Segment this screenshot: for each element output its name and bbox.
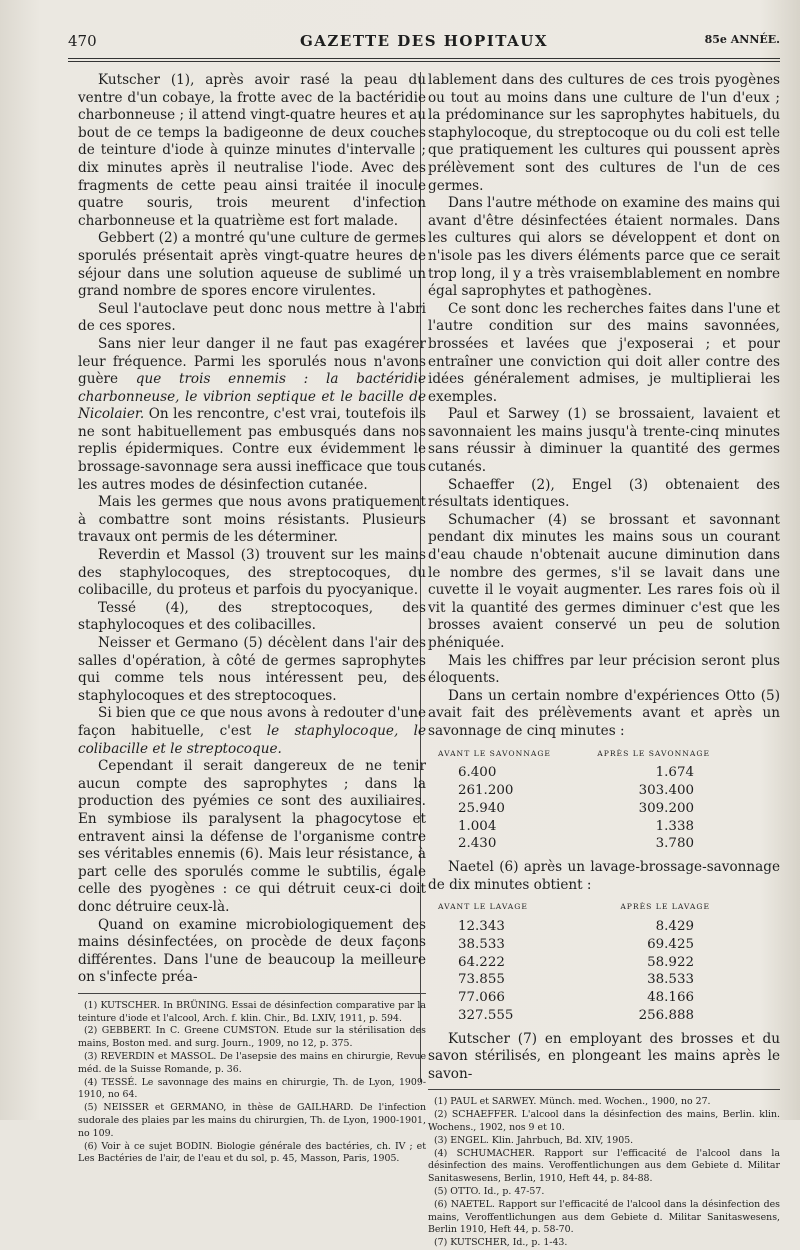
- table-cell-after: 38.533: [647, 972, 694, 988]
- table-header: AVANT LE LAVAGE: [438, 902, 528, 912]
- table-row: [438, 1007, 738, 1025]
- footnote-rule: [78, 993, 426, 994]
- footnote: (6) NAETEL. Rapport sur l'efficacité de l'alcool dans la désinfection des mains, Veroffentlichungen aus dem Gebiete d. Militar Sanitaswesens, Berlin 1910, Heft 44, p. 58-70.: [428, 1198, 780, 1236]
- left-column: [78, 72, 426, 1166]
- paragraph: Naetel (6) après un lavage-brossage-savonnage de dix minutes obtient :: [428, 859, 780, 893]
- table-header: AVANT LE SAVONNAGE: [438, 748, 551, 758]
- paragraph: Mais les chiffres par leur précision seront plus éloquents.: [428, 652, 780, 687]
- table-row: [438, 800, 738, 818]
- table-cell-after: 3.780: [655, 836, 694, 852]
- footnote: (6) Voir à ce sujet BODIN. Biologie générale des bactéries, ch. IV ; et Les Bactéries de l'air, de l'eau et du sol, p. 45, Masson, Paris, 1905.: [78, 1140, 426, 1165]
- table-header: APRÈS LE LAVAGE: [620, 902, 710, 912]
- paragraph: Neisser et Germano (5) décèlent dans l'air des salles d'opération, à côté de germes saprophytes qui comme tels nous intéressent peu, des staphylocoques et des streptocoques.: [78, 635, 426, 704]
- footnote: (2) GEBBERT. In C. Greene CUMSTON. Etude sur la stérilisation des mains, Boston med. and surg. Journ., 1909, no 12, p. 375.: [78, 1025, 426, 1050]
- paragraph: Quand on examine microbiologiquement des mains désinfectées, on procède de deux façons différentes. Dans l'une de beaucoup la meilleure on s'infecte préa-: [78, 916, 426, 986]
- paragraph: Sans nier leur danger il ne faut pas exagérer leur fréquence. Parmi les sporulés nous n'avons guère que trois ennemis : la bactéridie charbonneuse, le vibrion septique et le bacille de Nicolaier. On les rencontre, c'est vrai, toutefois ils ne sont habituellement pas embusqués dans nos replis épidermiques. Contre eux évidemment le brossage-savonnage sera aussi inefficace que tous les autres modes de désinfection cutanée.: [78, 335, 426, 493]
- paragraph: Schumacher (4) se brossant et savonnant pendant dix minutes les mains sous un courant d'eau chaude n'obtenait aucune diminution dans le nombre des germes, s'il se lavait dans une cuvette il le voyait augmenter. Les rares fois où il vit la quantité des germes diminuer c'est que les brosses avaient conservé un peu de solution phéniquée.: [428, 511, 780, 651]
- table-cell-before: 6.400: [458, 765, 497, 781]
- table-cell-before: 2.430: [458, 836, 497, 852]
- table-cell-after: 48.166: [647, 990, 694, 1006]
- footnotes-right: [428, 1096, 780, 1250]
- paragraph: Paul et Sarwey (1) se brossaient, lavaient et savonnaient les mains jusqu'à trente-cinq minutes sans réussir à diminuer la quantité des germes cutanés.: [428, 406, 780, 476]
- table-cell-after: 256.888: [638, 1007, 694, 1023]
- footnote: (3) REVERDIN et MASSOL. De l'asepsie des mains en chirurgie, Revue méd. de la Suisse Romande, p. 36.: [78, 1051, 426, 1075]
- table-row: [438, 918, 738, 936]
- paragraph: Schaeffer (2), Engel (3) obtenaient des résultats identiques.: [428, 476, 780, 511]
- footnote-rule: [428, 1089, 780, 1090]
- footnote: (2) SCHAEFFER. L'alcool dans la désinfection des mains, Berlin. klin. Wochens., 1902, nos 9 et 10.: [428, 1109, 780, 1134]
- paragraph: Reverdin et Massol (3) trouvent sur les mains des staphylocoques, des streptocoques, du colibacille, du proteus et parfois du pyocyanique.: [78, 547, 426, 599]
- paragraph: lablement dans des cultures de ces trois pyogènes ou tout au moins dans une culture de l'un d'eux ; la prédominance sur les saprophytes habituels, du staphylocoque, du streptocoque ou du coli est telle que pratiquement les cultures qui poussent après prélèvement sont des cultures de l'un de ces germes.: [428, 72, 780, 194]
- table-cell-before: 38.533: [458, 936, 505, 952]
- table-cell-after: 1.338: [655, 818, 694, 834]
- issue-label: 85e ANNÉE.: [704, 33, 780, 46]
- table-cell-after: 303.400: [638, 782, 694, 798]
- table-header: APRÈS LE SAVONNAGE: [597, 748, 710, 758]
- table-row: [438, 835, 738, 853]
- table-cell-after: 1.674: [655, 765, 694, 781]
- table-cell-before: 327.555: [458, 1007, 514, 1023]
- paragraph: Tessé (4), des streptocoques, des staphylocoques et des colibacilles.: [78, 599, 426, 634]
- savonnage-table: [438, 745, 738, 854]
- table-row: [438, 971, 738, 989]
- footnote: (5) OTTO. Id., p. 47-57.: [434, 1186, 545, 1198]
- footnote: (4) TESSÉ. Le savonnage des mains en chirurgie, Th. de Lyon, 1909-1910, no 64.: [78, 1076, 426, 1101]
- page-number: 470: [68, 32, 97, 50]
- footnote: (5) NEISSER et GERMANO, in thèse de GAILHARD. De l'infection sudorale des plaies par les mains du chirurgien, Th. de Lyon, 1900-1901, no 109.: [78, 1102, 426, 1139]
- paragraph: Cependant il serait dangereux de ne tenir aucun compte des saprophytes ; dans la production des pyémies ce sont des auxiliaires. En symbiose ils paralysent la phagocytose et entravent ainsi la défense de l'organisme contre ses véritables ennemis (6). Mais leur résistance, à part celle des sporulés comme le subtilis, égale celle des pyogènes : ce qui détruit ceux-ci doit donc détruire ceux-là.: [78, 758, 426, 915]
- paragraph: Seul l'autoclave peut donc nous mettre à l'abri de ces spores.: [78, 300, 426, 335]
- footnote: (1) KUTSCHER. In BRÜNING. Essai de désinfection comparative par la teinture d'iode et l'alcool, Arch. f. klin. Chir., Bd. LXIV, 1911, p. 594.: [78, 999, 426, 1024]
- table-cell-before: 25.940: [458, 800, 505, 816]
- paragraph: Mais les germes que nous avons pratiquement à combattre sont moins résistants. Plusieurs travaux ont permis de les déterminer.: [78, 494, 426, 546]
- paragraph: Kutscher (7) en employant des brosses et du savon stérilisés, en plongeant les mains après le savon-: [428, 1030, 780, 1082]
- table-row: [438, 936, 738, 954]
- table-cell-before: 1.004: [458, 818, 497, 834]
- table-cell-before: 77.066: [458, 990, 505, 1006]
- table-cell-before: 12.343: [458, 918, 505, 934]
- header-rule-double: [68, 61, 780, 62]
- right-column: [428, 72, 780, 1250]
- table-row: [438, 782, 738, 800]
- table-row: [438, 764, 738, 782]
- paragraph: Dans l'autre méthode on examine des mains qui avant d'être désinfectées étaient normales. Dans les cultures qui alors se développent et dont on n'isole pas les divers éléments parce que ce serait trop long, il y a très vraisemblablement en nombre égal saprophytes et pathogènes.: [428, 195, 780, 300]
- table-cell-after: 8.429: [655, 918, 694, 934]
- table-cell-after: 69.425: [647, 936, 694, 952]
- table-cell-before: 64.222: [458, 954, 505, 970]
- table-row: [438, 954, 738, 972]
- paragraph: Dans un certain nombre d'expériences Otto (5) avait fait des prélèvements avant et après un savonnage de cinq minutes :: [428, 687, 780, 739]
- footnote: (1) PAUL et SARWEY. Münch. med. Wochen., 1900, no 27.: [434, 1096, 711, 1108]
- footnote: (7) KUTSCHER, Id., p. 1-43.: [434, 1237, 568, 1249]
- footnote: (3) ENGEL. Klin. Jahrbuch, Bd. XIV, 1905.: [434, 1134, 634, 1146]
- header-rule: [68, 58, 780, 59]
- table-row: [438, 989, 738, 1007]
- paragraph: Kutscher (1), après avoir rasé la peau du ventre d'un cobaye, la frotte avec de la bactéridie charbonneuse ; il attend vingt-quatre heures et au bout de ce temps la badigeonne de deux couches de teinture d'iode à quinze minutes d'intervalle ; dix minutes après il neutralise l'iode. Avec des fragments de cette peau ainsi traitée il inocule quatre souris, trois meurent d'infection charbonneuse et la quatrième est fort malade.: [78, 72, 426, 229]
- lavage-table: [438, 898, 738, 1024]
- paragraph: Ce sont donc les recherches faites dans l'une et l'autre condition sur des mains savonnées, brossées et lavées que j'exposerai ; et pour entraîner une conviction qui doit aller contre des idées généralement admises, je multiplierai les exemples.: [428, 300, 780, 405]
- table-row: [438, 818, 738, 836]
- paragraph: Gebbert (2) a montré qu'une culture de germes sporulés présentait après vingt-quatre heures de séjour dans une solution aqueuse de sublimé un grand nombre de spores encore virulentes.: [78, 230, 426, 300]
- table-cell-after: 58.922: [647, 954, 694, 970]
- paragraph: Si bien que ce que nous avons à redouter d'une façon habituelle, c'est le staphylocoque, le colibacille et le streptocoque.: [78, 705, 426, 757]
- footnote: (4) SCHUMACHER. Rapport sur l'efficacité de l'alcool dans la désinfection des mains. Veroffentlichungen aus dem Gebiete d. Militar Sanitaswesens, Berlin, 1910, Heft 44, p. 84-88.: [428, 1147, 780, 1185]
- table-cell-before: 73.855: [458, 972, 505, 988]
- table-cell-after: 309.200: [638, 800, 694, 816]
- page-header: [68, 28, 780, 54]
- table-cell-before: 261.200: [458, 782, 514, 798]
- footnotes-left: [78, 1000, 426, 1166]
- journal-title: GAZETTE DES HOPITAUX: [299, 32, 548, 50]
